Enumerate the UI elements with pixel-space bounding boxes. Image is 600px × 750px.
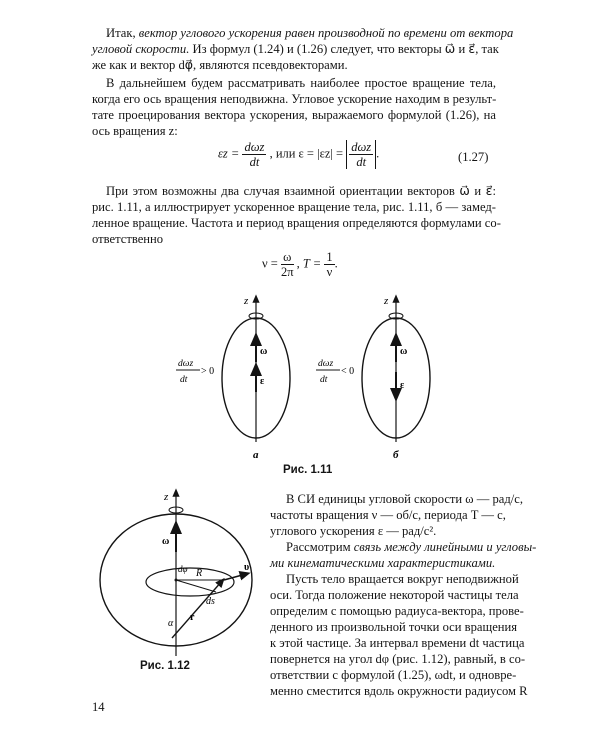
figure-1-11-caption: Рис. 1.11	[283, 464, 333, 476]
radius-2	[176, 580, 216, 592]
right-line10: к этой частице. За интервал времени dt частица	[270, 636, 525, 650]
para2-line3: тате проецирования вектора ускорения, выражаемого формулой (1.26), на	[92, 108, 496, 122]
omega-label-b: ω⃗	[400, 346, 416, 357]
r-label: r⃗	[190, 612, 203, 623]
page-number: 14	[92, 700, 105, 714]
right-line3: углового ускорения ε — рад/с².	[270, 524, 437, 538]
right-line13: менно сместится вдоль окружности радиусом R	[270, 684, 528, 698]
label-a: а	[253, 449, 259, 461]
z-label: z	[164, 491, 169, 503]
z-label-b: z	[384, 295, 389, 307]
right-line6: Пусть тело вращается вокруг неподвижной	[286, 572, 519, 586]
radius-vector	[172, 581, 222, 638]
para2-line2: когда его ось вращения неподвижна. Угловое ускорение находим в результ-	[92, 92, 497, 106]
para2-line1: В дальнейшем будем рассматривать наиболее простое вращение тела,	[106, 76, 496, 90]
right-line4: Рассмотрим связь между линейными и угловы-	[286, 540, 537, 554]
para1-line2: угловой скорости. Из формул (1.24) и (1.26) следует, что векторы ω⃗ и ε⃗, так	[92, 42, 499, 56]
right-line1: В СИ единицы угловой скорости ω — рад/с,	[286, 492, 524, 506]
label-b: б	[393, 449, 399, 461]
figure-1-11-panel-a	[176, 295, 290, 461]
center-point	[175, 579, 178, 582]
right-line8: определим с помощью радиуса-вектора, прове-	[270, 604, 524, 618]
para3-line2: рис. 1.11, а иллюстрирует ускоренное вращение тела, рис. 1.11, б — замед-	[92, 200, 496, 214]
R-label: R	[196, 568, 203, 579]
right-line7: оси. Тогда положение некоторой частицы тела	[270, 588, 519, 602]
para2-line4: ось вращения z:	[92, 124, 178, 138]
cond-num-a: dωz	[178, 359, 194, 369]
figure-1-11-panel-b	[316, 295, 430, 461]
right-line5: ми кинематическими характеристиками.	[270, 556, 496, 570]
v-label: υ⃗	[244, 562, 257, 573]
para3-line3: ленное вращение. Частота и период вращения определяются формулами со-	[92, 216, 501, 230]
right-line2: частоты вращения ν — об/с, периода T — с,	[270, 508, 506, 522]
cond-den-a: dt	[180, 375, 188, 385]
alpha-label: α	[168, 618, 174, 629]
para1-line1: Итак, вектор углового ускорения равен производной по времени от вектора	[106, 26, 514, 40]
figure-1-12	[92, 488, 262, 658]
cond-num-b: dωz	[318, 359, 334, 369]
omega-label: ω⃗	[162, 536, 178, 547]
right-line12: ответствии с формулой (1.25), ωdt, и одновре-	[270, 668, 517, 682]
figure-1-12-caption: Рис. 1.12	[140, 660, 190, 672]
epsilon-label-b: ε⃗	[400, 380, 413, 391]
para3-line4: ответственно	[92, 232, 164, 246]
formula-nu-T: ν = $\frac{\omega}{2\pi}$ , T = $\frac{1}{\nu}$ .	[262, 250, 338, 279]
omega-label-a: ω⃗	[260, 346, 276, 357]
cond-a: > 0	[201, 366, 215, 377]
ds-label: ds	[206, 596, 215, 607]
cond-b: < 0	[341, 366, 355, 377]
formula-1-27-number: (1.27)	[458, 150, 489, 164]
right-line11: повернется на угол dφ (рис. 1.12), равный, в со-	[270, 652, 526, 666]
right-line9: денного из произвольной точки оси вращения	[270, 620, 518, 634]
epsilon-label-a: ε⃗	[260, 376, 273, 387]
formula-1-27: εz = $\frac{\text{dωz}}{dt}$ , или ε = |εz| = $\frac{\text{dωz}}{dt}$ .	[218, 140, 380, 169]
dphi-label: dφ	[178, 564, 188, 574]
para3-line1: При этом возможны два случая взаимной ориентации векторов ω⃗ и ε⃗:	[106, 184, 496, 198]
para1-line3: же как и вектор dφ⃗, являются псевдовекторами.	[92, 58, 348, 72]
figure-1-11	[160, 292, 460, 462]
cond-den-b: dt	[320, 375, 328, 385]
z-label-a: z	[244, 295, 249, 307]
